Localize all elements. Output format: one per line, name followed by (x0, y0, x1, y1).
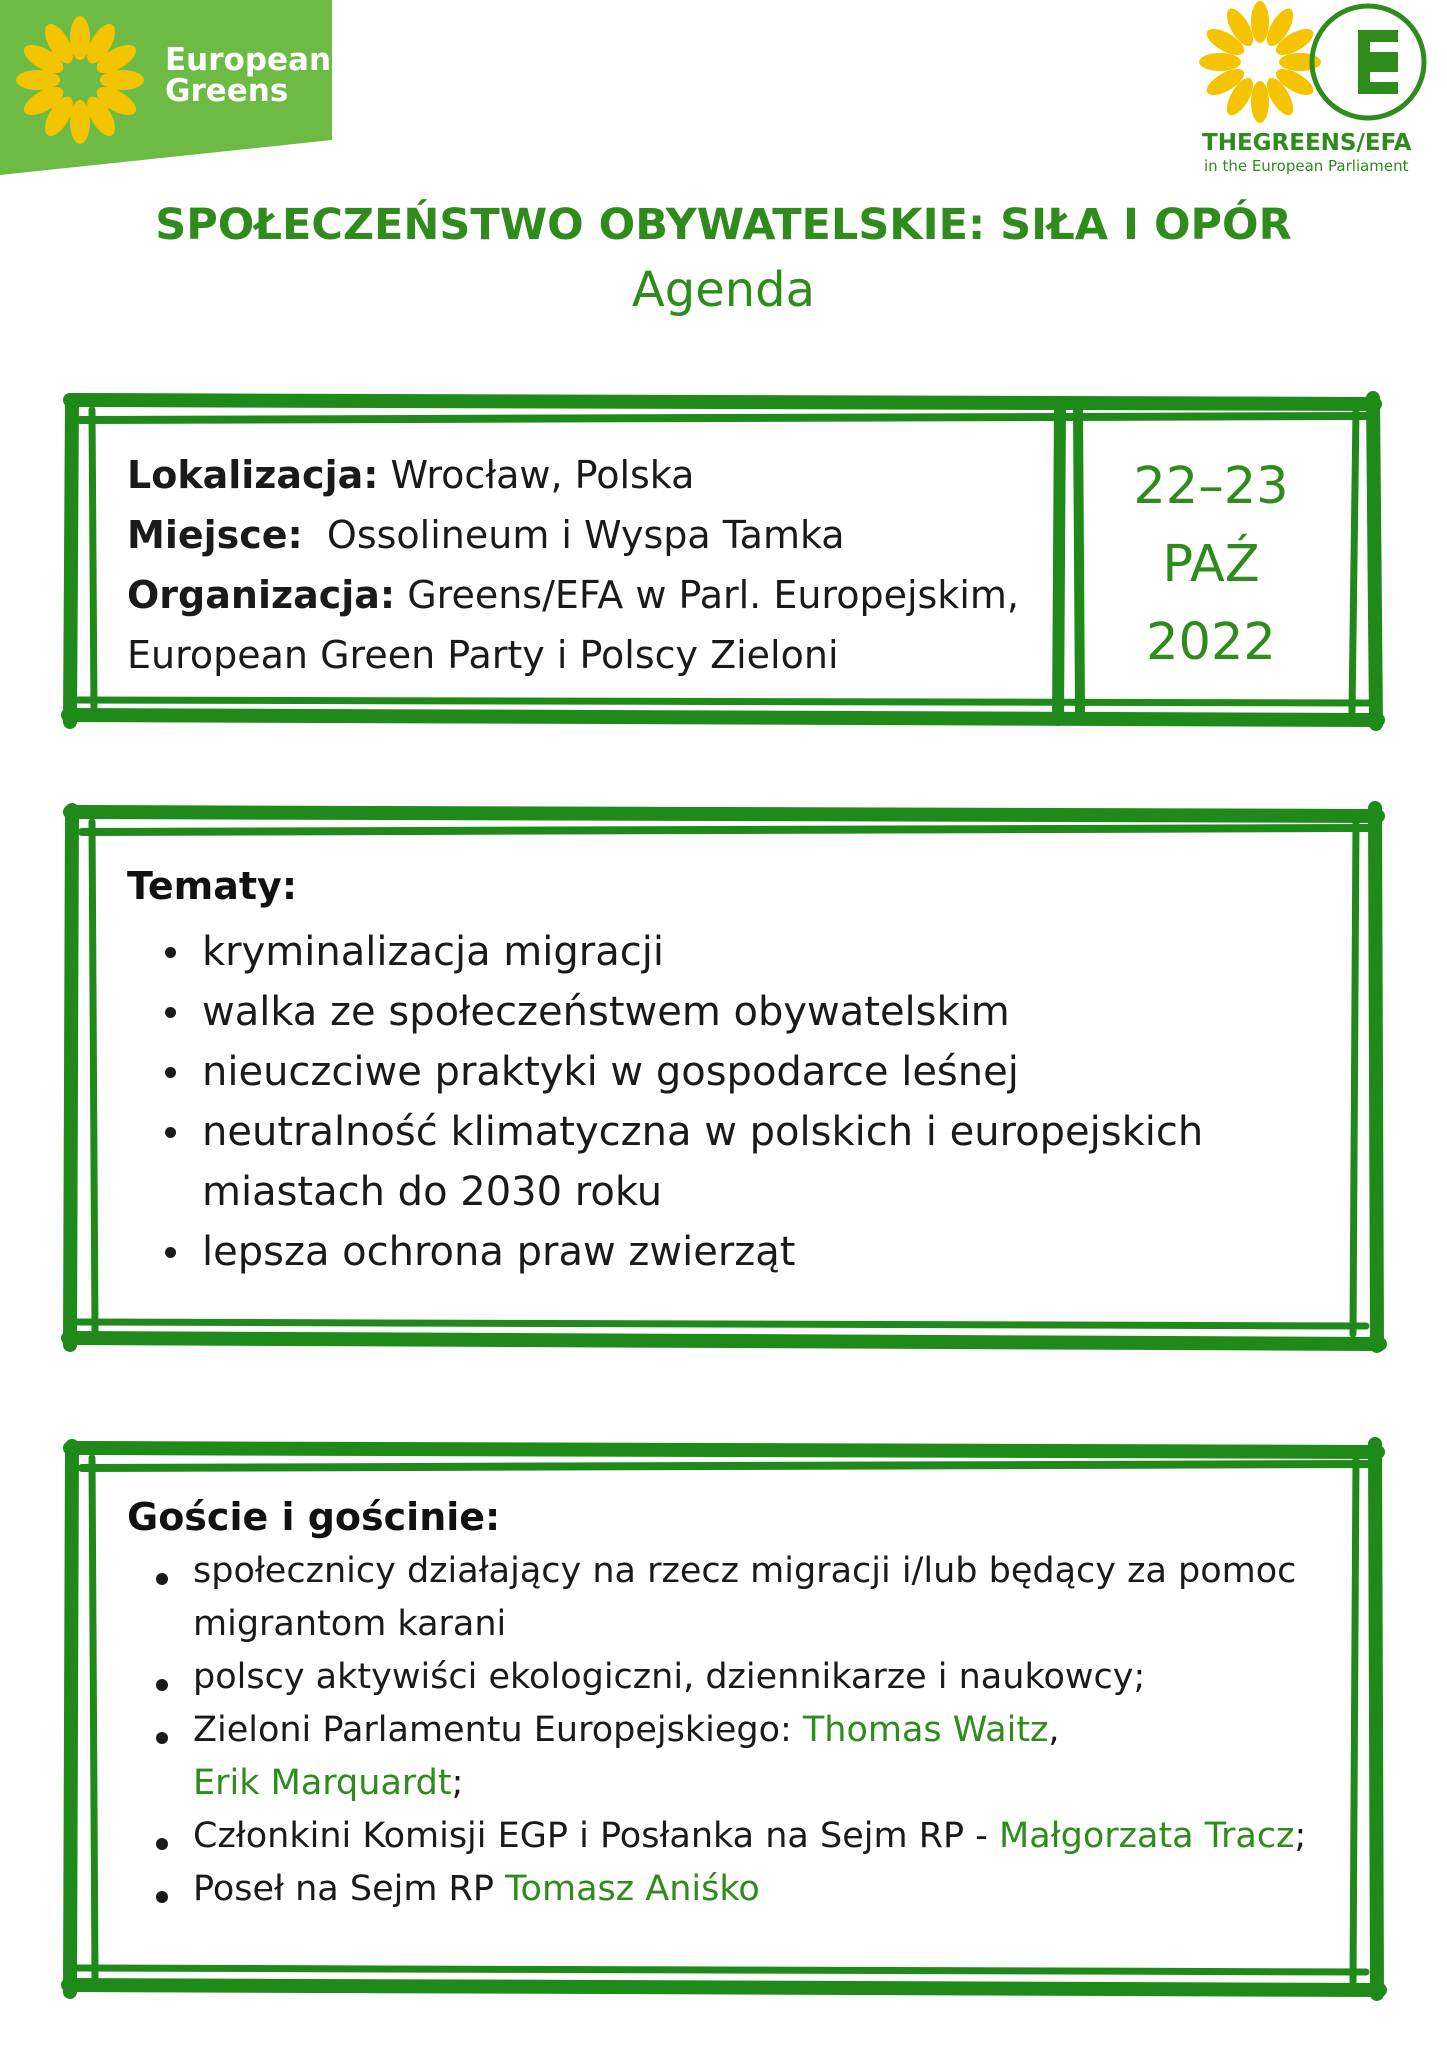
guest-name-thomas-waitz: Thomas Waitz (802, 1710, 1049, 1750)
event-info (127, 445, 1047, 685)
list-item: lepsza ochrona praw zwierząt (162, 1222, 1222, 1282)
logo-efa-title: THEGREENS/EFA (1202, 130, 1412, 156)
list-item: nieuczciwe praktyki w gospodarce leśnej (162, 1042, 1222, 1102)
location-row (127, 445, 1047, 505)
organizer-value: Greens/EFA w Parl. Europejskim, (395, 573, 1019, 617)
list-item (153, 1810, 1333, 1863)
guest-text: Członkini Komisji EGP i Posłanka na Sejm RP - (193, 1816, 1000, 1856)
topics-heading: Tematy: (127, 864, 298, 908)
guests-heading: Goście i gościnie: (127, 1495, 501, 1539)
logo-text-line2: Greens (165, 73, 289, 109)
european-greens-logo-graphic (0, 0, 332, 175)
organizer-label: Organizacja: (127, 573, 396, 617)
event-date (1076, 448, 1346, 682)
guest-text: Poseł na Sejm RP (193, 1869, 506, 1909)
guest-end: ; (451, 1763, 464, 1803)
date-days: 22–23 (1133, 457, 1289, 516)
list-item: walka ze społeczeństwem obywatelskim (162, 982, 1222, 1042)
greens-efa-logo-graphic (1198, 0, 1447, 178)
list-item: kryminalizacja migracji (162, 922, 1222, 982)
list-item: polscy aktywiści ekologiczni, dziennikarze i naukowcy; (153, 1651, 1333, 1704)
page-subtitle: Agenda (631, 262, 816, 318)
greens-efa-logo (1198, 0, 1447, 178)
location-label: Lokalizacja: (127, 453, 379, 497)
venue-value: Ossolineum i Wyspa Tamka (302, 513, 845, 557)
page-title: SPOŁECZEŃSTWO OBYWATELSKIE: SIŁA I OPÓR (155, 200, 1292, 250)
guest-end: ; (1294, 1816, 1307, 1856)
date-year: 2022 (1146, 613, 1276, 672)
list-item: neutralność klimatyczna w polskich i europejskich miastach do 2030 roku (162, 1102, 1222, 1222)
list-item: społecznicy działający na rzecz migracji i/lub będący za pomoc migrantom karani (153, 1545, 1333, 1651)
guest-name-tomasz-anisko: Tomasz Aniśko (505, 1869, 760, 1909)
organizer-row (127, 565, 1047, 625)
e-mark-icon (1358, 30, 1398, 94)
list-item (153, 1863, 1333, 1916)
sunflower-icon (1199, 1, 1321, 123)
guest-name-erik-marquardt: Erik Marquardt (193, 1763, 452, 1803)
european-greens-logo (0, 0, 332, 175)
topics-list (162, 922, 1222, 1282)
guest-separator: , (1048, 1710, 1060, 1750)
logo-text-line1: European (165, 42, 332, 78)
venue-row (127, 505, 1047, 565)
guest-name-malgorzata-tracz: Małgorzata Tracz (999, 1816, 1295, 1856)
guests-list (153, 1545, 1333, 1916)
organizer-row-2: European Green Party i Polscy Zieloni (127, 633, 839, 677)
venue-label: Miejsce: (127, 513, 303, 557)
date-month: PAŹ (1162, 535, 1260, 594)
location-value: Wrocław, Polska (378, 453, 695, 497)
logo-efa-subtitle: in the European Parliament (1204, 157, 1409, 175)
guest-text: Zieloni Parlamentu Europejskiego: (193, 1710, 803, 1750)
list-item (153, 1704, 1333, 1810)
